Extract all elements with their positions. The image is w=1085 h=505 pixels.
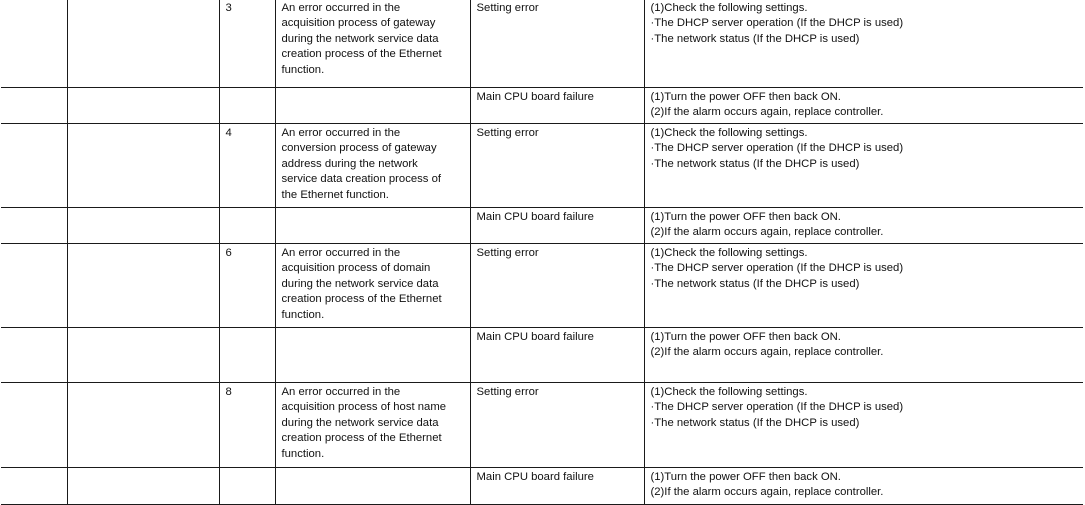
description-cell [275, 468, 470, 505]
remedy-cell: (1)Check the following settings. ·The DHCP server operation (If the DHCP is used) ·The network status (If the DHCP is used) [644, 0, 1083, 88]
remedy-cell: (1)Turn the power OFF then back ON. (2)If the alarm occurs again, replace controller. [644, 468, 1083, 505]
cause-cell: Setting error [470, 383, 644, 468]
cause-cell: Setting error [470, 124, 644, 208]
blank-cell [1, 208, 67, 244]
description-cell: An error occurred in the acquisition process of domain during the network service data creation process of the Ethernet function. [275, 244, 470, 328]
table-row [1, 383, 1083, 468]
table-row [1, 468, 1083, 505]
cause-cell: Main CPU board failure [470, 328, 644, 383]
blank-cell [67, 383, 219, 468]
table-row [1, 328, 1083, 383]
subcode-cell: 3 [219, 0, 275, 88]
alarm-table [1, 0, 1083, 505]
table-row [1, 124, 1083, 208]
cause-cell: Setting error [470, 0, 644, 88]
subcode-cell [219, 88, 275, 124]
blank-cell [67, 244, 219, 328]
subcode-cell: 4 [219, 124, 275, 208]
cause-cell: Main CPU board failure [470, 88, 644, 124]
description-cell [275, 208, 470, 244]
subcode-cell: 6 [219, 244, 275, 328]
remedy-cell: (1)Check the following settings. ·The DHCP server operation (If the DHCP is used) ·The network status (If the DHCP is used) [644, 124, 1083, 208]
blank-cell [67, 328, 219, 383]
remedy-cell: (1)Check the following settings. ·The DHCP server operation (If the DHCP is used) ·The network status (If the DHCP is used) [644, 383, 1083, 468]
remedy-cell: (1)Turn the power OFF then back ON. (2)If the alarm occurs again, replace controller. [644, 208, 1083, 244]
blank-cell [67, 0, 219, 88]
cause-cell: Main CPU board failure [470, 468, 644, 505]
blank-cell [1, 88, 67, 124]
blank-cell [67, 468, 219, 505]
description-cell: An error occurred in the acquisition process of host name during the network service data creation process of the Ethernet function. [275, 383, 470, 468]
remedy-cell: (1)Turn the power OFF then back ON. (2)If the alarm occurs again, replace controller. [644, 328, 1083, 383]
description-cell: An error occurred in the conversion process of gateway address during the network service data creation process of the Ethernet function. [275, 124, 470, 208]
blank-cell [67, 88, 219, 124]
blank-cell [67, 208, 219, 244]
remedy-cell: (1)Check the following settings. ·The DHCP server operation (If the DHCP is used) ·The network status (If the DHCP is used) [644, 244, 1083, 328]
description-cell [275, 88, 470, 124]
blank-cell [67, 124, 219, 208]
blank-cell [1, 124, 67, 208]
table-row [1, 208, 1083, 244]
subcode-cell: 8 [219, 383, 275, 468]
remedy-cell: (1)Turn the power OFF then back ON. (2)If the alarm occurs again, replace controller. [644, 88, 1083, 124]
cause-cell: Main CPU board failure [470, 208, 644, 244]
blank-cell [1, 468, 67, 505]
description-cell [275, 328, 470, 383]
blank-cell [1, 383, 67, 468]
table-row [1, 0, 1083, 88]
description-cell: An error occurred in the acquisition process of gateway during the network service data creation process of the Ethernet function. [275, 0, 470, 88]
subcode-cell [219, 328, 275, 383]
subcode-cell [219, 468, 275, 505]
blank-cell [1, 328, 67, 383]
subcode-cell [219, 208, 275, 244]
blank-cell [1, 244, 67, 328]
table-row [1, 88, 1083, 124]
cause-cell: Setting error [470, 244, 644, 328]
table-row [1, 244, 1083, 328]
blank-cell [1, 0, 67, 88]
